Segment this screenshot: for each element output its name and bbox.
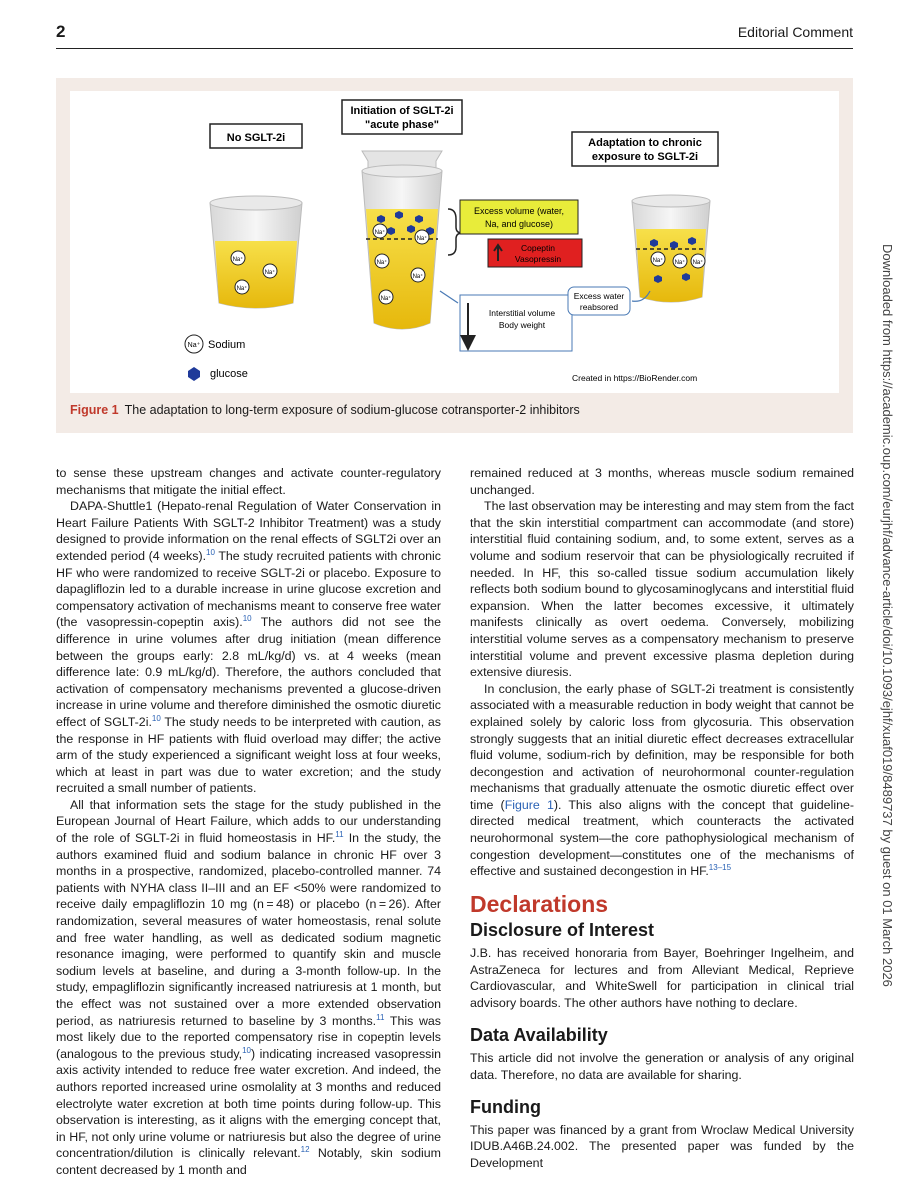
excess-volume-box [460,200,578,234]
svg-text:Na⁺: Na⁺ [374,230,386,236]
excess-water-box [568,287,630,315]
left-column [56,465,441,1179]
cup-no-sglt [210,196,302,308]
sodium-ion [375,254,389,268]
interstitial-box [460,295,572,351]
svg-text:Na⁺: Na⁺ [692,260,704,266]
figure-box [56,78,853,433]
paragraph: The last observation may be interesting and may stem from the fact that the skin interstitial compartment can accommodate (and store) interstitial fluid containing sodium, and, to some extent, serves as a volume and sodium reservoir that can be physiologically recruited if needed. In HF, this so-called tissue sodium accumulation likely reflects both sodium bound to glycosaminoglycans and interstitial fluid expansion. When the latter becomes excessive, it ultimately manifests clinically as overt oedema. Conversely, mobilizing interstitial volume serves as a compensatory mechanism to preserve interstitial volume and prevent excessive plasma depletion during extensive diuresis. [470,499,854,680]
disclosure-text: J.B. has received honoraria from Bayer, Boehringer Ingelheim, and AstraZeneca for lectures and from Alleviant Medical, Reprieve Cardiovascular, and WhiteSwell for participation in clinical trial advisory boards. The other authors have nothing to declare. [470,946,854,1010]
paragraph: remained reduced at 3 months, whereas muscle sodium remained unchanged. [470,466,854,497]
svg-text:Na⁺: Na⁺ [187,342,201,349]
sodium-ion [411,268,425,282]
sodium-ion [415,230,429,244]
svg-text:exposure to SGLT-2i: exposure to SGLT-2i [591,151,699,163]
disclosure-heading: Disclosure of Interest [470,920,655,941]
header-rule [56,48,853,49]
sodium-ion [379,290,393,304]
data-availability-heading: Data Availability [470,1025,608,1046]
figure-caption-text: The adaptation to long-term exposure of sodium-glucose cotransporter-2 inhibitors [124,403,580,417]
citation-link[interactable]: 11 [376,1012,385,1022]
svg-text:Adaptation to chronic: Adaptation to chronic [588,137,702,149]
sodium-ion [263,264,277,278]
svg-text:Excess water: Excess water [573,291,625,301]
citation-link[interactable]: 13–15 [708,863,732,873]
sodium-ion [691,254,705,268]
citation-link[interactable]: 10 [242,614,252,624]
right-column [470,465,854,1172]
svg-text:Body weight: Body weight [498,320,546,330]
svg-text:Na⁺: Na⁺ [380,296,392,302]
figure-illustration [70,91,839,393]
svg-text:Na⁺: Na⁺ [652,258,664,264]
svg-text:Na⁺: Na⁺ [674,260,686,266]
paragraph: In conclusion, the early phase of SGLT-2i treatment is consistently associated with a measurable reduction in body weight that cannot be explained solely by caloric loss from glycosuria. This observation strongly suggests that an initial diuretic effect decreases extracellular fluid volume, sodium-rich by definition, may be responsible for both decongestion and activation of neurohormonal counter-regulation mechanisms that gradually attenuate the osmotic diuretic effect over time (Figure 1). This also aligns with the concept that guideline-directed medical treatment, which counteracts the activated neurohormonal system—the core pathophysiological mechanism of congestion development—constitutes one of the mechanisms of effective and sustained decongestion in HF.$^{13-15}$ [470,681,854,879]
declarations-heading: Declarations [470,890,609,917]
svg-text:Na⁺: Na⁺ [416,236,428,242]
svg-text:Sodium: Sodium [208,339,246,351]
paragraph: DAPA-Shuttle1 (Hepato-renal Regulation of Water Conservation in Heart Failure Patients With SGLT-2 Inhibitor Treatment) was a study designed to provide information on the renal effects of SGLT2i over an extended period (4 weeks).$^{10}$ The study recruited patients with chronic HF who were randomized to receive SGLT-2i or placebo. Exposure to dapagliflozin led to a durable increase in urine glucose excretion and compensatory activation of mechanisms meant to conserve free water (the vasopressin-copeptin axis).$^{10}$ The authors did not see the difference in urine volumes after drug initiation (mean difference between the groups early: 2.8 mL/kg/d) vs. at 4 weeks (mean difference late: 0.9 mL/kg/d). Therefore, the authors concluded that activation of compensatory mechanisms prevented a glucose-driven increase in urine volume and therefore diminished the osmotic diuretic effect of SGLT-2i.$^{10}$ The study needs to be interpreted with caution, as the response in HF patients with fluid overload may differ; the active arm of the study experienced a significant weight loss at four weeks, which at least in part was due to water excretion; and the study recruited a small number of patients. [56,499,441,796]
arrow-to-interstitial [440,291,458,303]
svg-text:Na, and glucose): Na, and glucose) [484,219,554,229]
svg-text:Initiation of SGLT-2i: Initiation of SGLT-2i [350,105,454,117]
citation-link[interactable]: 10 [151,713,161,723]
svg-text:Excess volume (water,: Excess volume (water, [473,206,565,216]
download-notice: Downloaded from https://academic.oup.com/eurjhf/advance-article/doi/10.1093/ejhf/xuaf019/8489737 by guest on 01 March 2026 [880,244,895,987]
legend-sodium [185,335,245,353]
citation-link[interactable]: 10 [206,547,215,557]
citation-link[interactable]: 10 [242,1045,251,1055]
page-number: 2 [56,22,66,41]
paragraph: All that information sets the stage for the study published in the European Journal of Heart Failure, which adds to our understanding of the role of SGLT-2i in fluid homeostasis in HF.$^{11}$ In the study, the authors examined fluid and sodium balance in chronic HF over 3 months in a prospective, randomized, placebo-controlled manner. 74 patients with NYHA class II–III and an EF <50% were randomized to receive daily empagliflozin 10 mg (n = 48) or placebo (n = 26). After randomization, several measures of water homeostasis, renal solute and free water handling, as well as dedicated sodium magnetic resonance imaging, were performed to quantify skin and muscle sodium levels at baseline, and during a 3-month follow-up. In the study, empagliflozin significantly increased natriuresis at 1 month, but the effect was not sustained over a more extended observation period, as natriuresis returned to baseline by 3 months.$^{11}$ This was most likely due to the reported compensatory rise in copeptin levels (analogous to the previous study,$^{10}$) indicating increased vasopressin axis activity intended to reduce free water excretion. And indeed, the authors reported increased urine osmolality at 3 months and reduced electrolyte water excretion at both time points during follow-up. This observation is interesting, as it aligns with the emerging concept that, in HF, not only urine volume or natriuresis but also the degree of urine concentration/dilution is clinically relevant.$^{12}$ Notably, skin sodium content decreased by 1 month and [56,797,441,1177]
figure-caption [70,403,580,417]
figure-caption-label: Figure 1 [70,403,119,417]
sodium-ion [673,254,687,268]
cup-adaptation [632,195,710,302]
copeptin-box [488,239,582,267]
cup-initiation [362,151,442,329]
svg-text:Na⁺: Na⁺ [264,270,276,276]
svg-text:Na⁺: Na⁺ [232,257,244,263]
sodium-ion [231,251,245,265]
citation-link[interactable]: 11 [335,829,344,839]
svg-text:Vasopressin: Vasopressin [514,254,562,264]
svg-text:Interstitial volume: Interstitial volume [488,308,556,318]
svg-text:Na⁺: Na⁺ [376,260,388,266]
citation-link[interactable]: 12 [300,1145,310,1155]
label-adaptation [572,132,718,166]
paragraph: to sense these upstream changes and activate counter-regulatory mechanisms that mitigate the initial effect. [56,466,441,497]
svg-text:glucose: glucose [210,368,248,380]
figure-link[interactable]: Figure 1 [504,797,554,812]
sodium-ion [373,224,387,238]
sodium-ion [651,252,665,266]
funding-text: This paper was financed by a grant from Wroclaw Medical University IDUB.A46B.24.002. The presented paper was funded by the Development [470,1122,854,1170]
section-label: Editorial Comment [737,24,853,40]
svg-text:reabsored: reabsored [579,302,619,312]
figure-svg [70,91,839,393]
data-availability-text: This article did not involve the generation or analysis of any original data. Therefore, no data are available for sharing. [470,1051,854,1082]
label-no-sglt [210,124,302,148]
svg-text:Copeptin: Copeptin [520,243,556,253]
svg-text:"acute phase": "acute phase" [364,119,440,131]
biorender-credit: Created in https://BioRender.com [572,373,698,383]
label-initiation [342,100,462,134]
svg-text:Na⁺: Na⁺ [236,286,248,292]
svg-text:Na⁺: Na⁺ [412,274,424,280]
funding-heading: Funding [470,1097,541,1118]
svg-text:No SGLT-2i: No SGLT-2i [226,132,286,144]
sodium-ion [235,280,249,294]
legend-glucose [188,367,248,381]
